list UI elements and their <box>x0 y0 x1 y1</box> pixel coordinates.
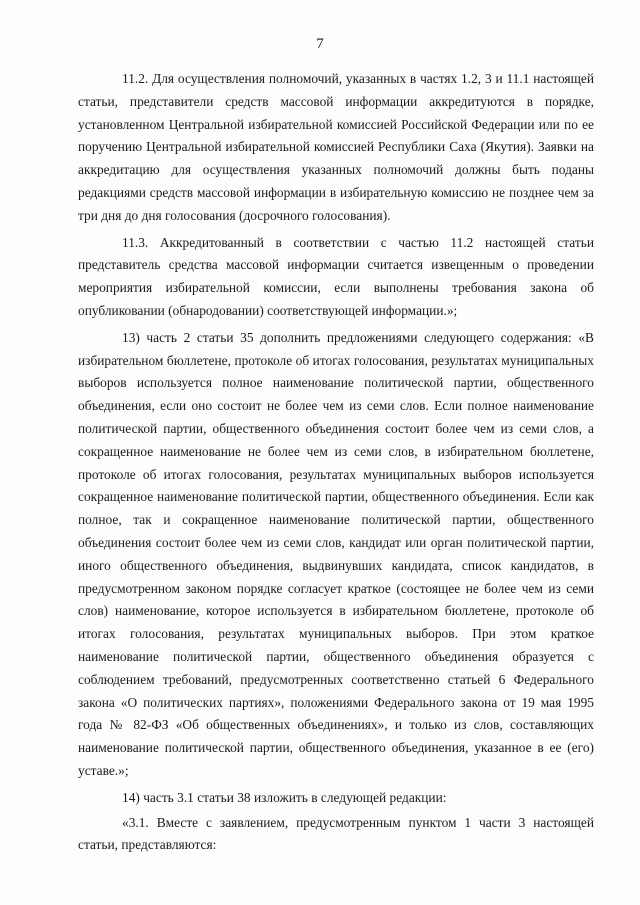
paragraph-item-14: 14) часть 3.1 статьи 38 изложить в следующей редакции: <box>122 789 447 805</box>
document-body <box>78 68 594 861</box>
paragraph-3-1: «3.1. Вместе с заявлением, предусмотренным пунктом 1 части 3 настоящей статьи, представляются: <box>78 814 594 853</box>
paragraph-11-3: 11.3. Аккредитованный в соответствии с частью 11.2 настоящей статьи представитель средства массовой информации считается извещенным о проведении мероприятия избирательной комиссии, если выполнены требования закона об опубликовании (обнародовании) соответствующей информации.»; <box>78 234 594 318</box>
page-number: 7 <box>316 36 324 52</box>
paragraph-11-2: 11.2. Для осуществления полномочий, указанных в частях 1.2, 3 и 11.1 настоящей статьи, представители средств массовой информации аккредитуются в порядке, установленном Центральной избирательной комиссией Российской Федерации или по ее поручению Центральной избирательной комиссией Республики Саха (Якутия). Заявки на аккредитацию для осуществления указанных полномочий должны быть поданы редакциями средств массовой информации в избирательную комиссию не позднее чем за три дня до дня голосования (досрочного голосования). <box>78 71 594 223</box>
paragraph-item-13: 13) часть 2 статьи 35 дополнить предложениями следующего содержания: «В избирательном бюллетене, протоколе об итогах голосования, результатах муниципальных выборов используется полное наименование политической партии, общественного объединения, если оно состоит не более чем из семи слов. Если полное наименование политической партии, общественного объединения состоит более чем из семи слов, а сокращенное наименование не более чем из семи слов, в избирательном бюллетене, протоколе об итогах голосования, результатах муниципальных выборов используется сокращенное наименование политической партии, общественного объединения. Если как полное, так и сокращенное наименование политической партии, общественного объединения состоит более чем из семи слов, кандидат или орган политической партии, иного общественного объединения, выдвинувших кандидата, список кандидатов, в предусмотренном законом порядке согласует краткое (состоящее не более чем из семи слов) наименование, которое используется в избирательном бюллетене, протоколе об итогах голосования, результатах муниципальных выборов. При этом краткое наименование политической партии, общественного объединения образуется с соблюдением требований, предусмотренных соответственно статьей 6 Федерального закона «О политических партиях», положениями Федерального закона от 19 мая 1995 года № 82-ФЗ «Об общественных объединениях», и только из слов, составляющих наименование политической партии, общественного объединения, указанное в ее (его) уставе.»; <box>78 329 594 778</box>
